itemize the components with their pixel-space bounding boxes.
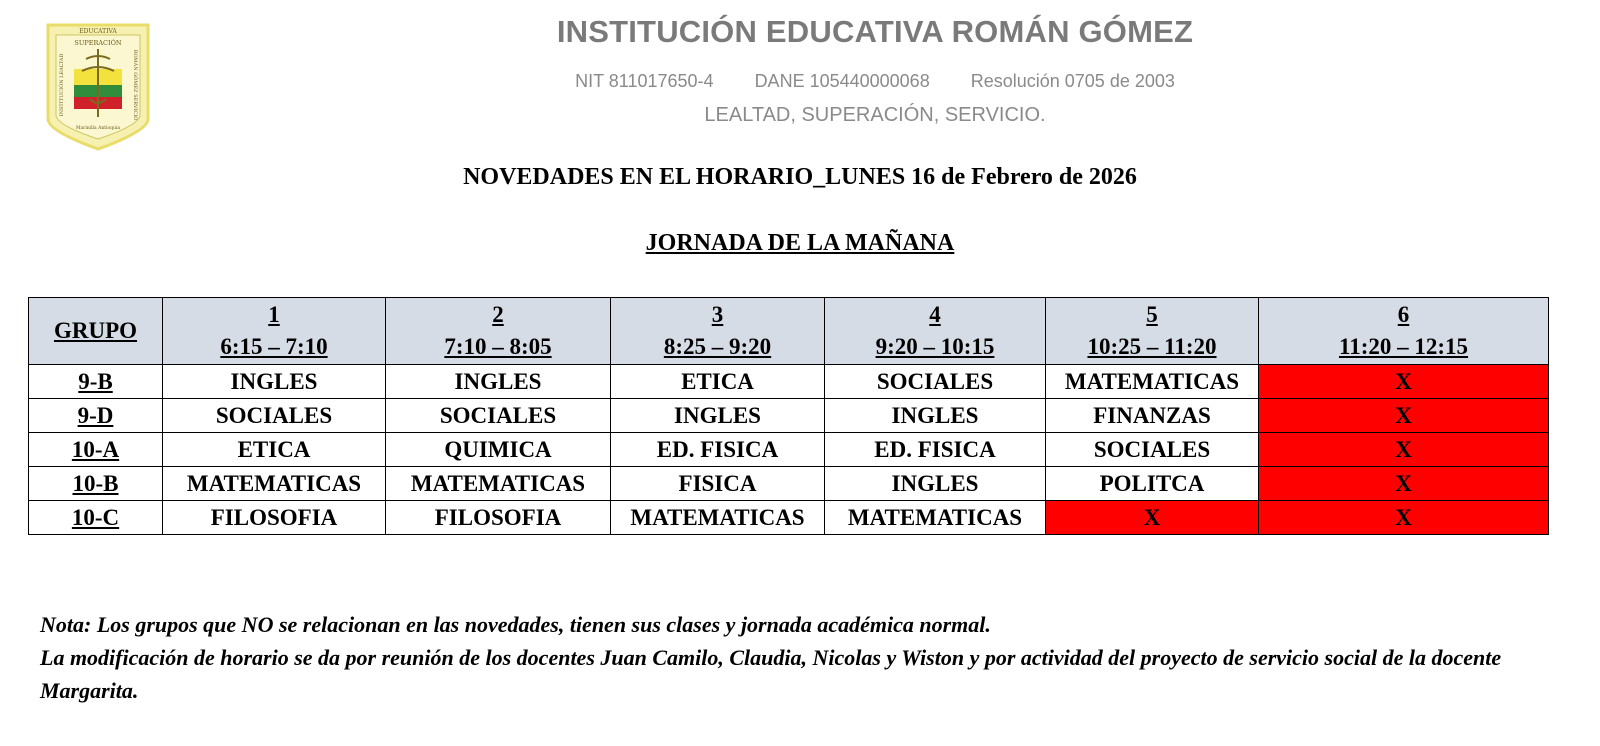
- table-row: [29, 365, 1549, 399]
- subject-cell: QUIMICA: [386, 433, 611, 467]
- subject-cell: ETICA: [611, 365, 825, 399]
- period-header: [1046, 298, 1259, 365]
- logo-top-text: EDUCATIVA: [79, 28, 117, 35]
- cancelled-cell: X: [1259, 365, 1549, 399]
- subject-cell: MATEMATICAS: [1046, 365, 1259, 399]
- note-line-normal-groups: Nota: Los grupos que NO se relacionan en las novedades, tienen sus clases y jornada académica normal.: [40, 612, 991, 637]
- dane-number: DANE 105440000068: [754, 71, 930, 91]
- schedule-note: [40, 608, 1580, 707]
- subject-cell: SOCIALES: [386, 399, 611, 433]
- group-header-label: GRUPO: [53, 318, 138, 343]
- subject-cell: SOCIALES: [1046, 433, 1259, 467]
- period-time: 6:15 – 7:10: [220, 334, 328, 359]
- institution-identifiers: [540, 71, 1210, 92]
- period-header: [163, 298, 386, 365]
- period-number: 6: [1397, 302, 1410, 327]
- subject-cell: FILOSOFIA: [163, 501, 386, 535]
- logo-banner-text: SUPERACIÓN: [74, 39, 122, 47]
- schedule-header-row: [29, 298, 1549, 365]
- period-number: 2: [492, 302, 504, 327]
- notice-title: NOVEDADES EN EL HORARIO_LUNES 16 de Febrero de 2026: [463, 164, 1137, 190]
- period-header: [386, 298, 611, 365]
- period-number: 5: [1146, 302, 1158, 327]
- period-header: [825, 298, 1046, 365]
- table-row: [29, 433, 1549, 467]
- period-time: 7:10 – 8:05: [444, 334, 552, 359]
- group-cell: [29, 501, 163, 535]
- shield-icon: [46, 23, 150, 151]
- logo-left-text: INSTITUCIÓN LEALTAD: [59, 53, 65, 117]
- period-number: 3: [711, 302, 724, 327]
- subject-cell: SOCIALES: [825, 365, 1046, 399]
- subject-cell: FISICA: [611, 467, 825, 501]
- cancelled-cell: X: [1046, 501, 1259, 535]
- group-label: 10-B: [72, 470, 119, 496]
- subject-cell: POLITCA: [1046, 467, 1259, 501]
- shift-title: JORNADA DE LA MAÑANA: [645, 230, 955, 256]
- period-header: [611, 298, 825, 365]
- period-number: 4: [929, 302, 941, 327]
- cancelled-cell: X: [1259, 433, 1549, 467]
- period-time: 10:25 – 11:20: [1087, 334, 1217, 359]
- logo-bottom-text: Marinilla Antioquia: [75, 126, 121, 131]
- group-label: 10-A: [71, 436, 120, 462]
- institution-shield-logo: [46, 23, 150, 151]
- subject-cell: SOCIALES: [163, 399, 386, 433]
- cancelled-cell: X: [1259, 467, 1549, 501]
- schedule-table: [28, 297, 1549, 535]
- subject-cell: MATEMATICAS: [611, 501, 825, 535]
- subject-cell: FILOSOFIA: [386, 501, 611, 535]
- nit-number: NIT 811017650-4: [575, 71, 714, 91]
- subject-cell: ED. FISICA: [825, 433, 1046, 467]
- group-label: 10-C: [71, 504, 120, 530]
- subject-cell: INGLES: [386, 365, 611, 399]
- period-time: 9:20 – 10:15: [875, 334, 995, 359]
- group-cell: [29, 365, 163, 399]
- logo-right-text: ROMÁN GÓMEZ SERVICIO: [132, 49, 138, 121]
- note-line-reason: La modificación de horario se da por reunión de los docentes Juan Camilo, Claudia, Nicolas y Wiston y por actividad del proyecto de servicio social de la docente Margarita.: [40, 645, 1502, 703]
- subject-cell: INGLES: [825, 399, 1046, 433]
- subject-cell: INGLES: [611, 399, 825, 433]
- group-label: 9-B: [78, 368, 113, 394]
- institution-motto: LEALTAD, SUPERACIÓN, SERVICIO.: [704, 104, 1046, 126]
- table-row: [29, 467, 1549, 501]
- cancelled-cell: X: [1259, 399, 1549, 433]
- group-label: 9-D: [77, 402, 114, 428]
- subject-cell: MATEMATICAS: [386, 467, 611, 501]
- subject-cell: INGLES: [163, 365, 386, 399]
- group-cell: [29, 433, 163, 467]
- period-header: [1259, 298, 1549, 365]
- subject-cell: INGLES: [825, 467, 1046, 501]
- table-row: [29, 501, 1549, 535]
- subject-cell: MATEMATICAS: [163, 467, 386, 501]
- period-number: 1: [268, 302, 280, 327]
- subject-cell: FINANZAS: [1046, 399, 1259, 433]
- subject-cell: ETICA: [163, 433, 386, 467]
- group-column-header: [29, 298, 163, 365]
- period-time: 8:25 – 9:20: [663, 334, 772, 359]
- group-cell: [29, 467, 163, 501]
- subject-cell: MATEMATICAS: [825, 501, 1046, 535]
- cancelled-cell: X: [1259, 501, 1549, 535]
- shift-title-wrapper: [300, 230, 1300, 257]
- period-time: 11:20 – 12:15: [1338, 334, 1469, 359]
- subject-cell: ED. FISICA: [611, 433, 825, 467]
- table-row: [29, 399, 1549, 433]
- resolution-number: Resolución 0705 de 2003: [970, 71, 1175, 91]
- institution-name: INSTITUCIÓN EDUCATIVA ROMÁN GÓMEZ: [556, 14, 1194, 49]
- group-cell: [29, 399, 163, 433]
